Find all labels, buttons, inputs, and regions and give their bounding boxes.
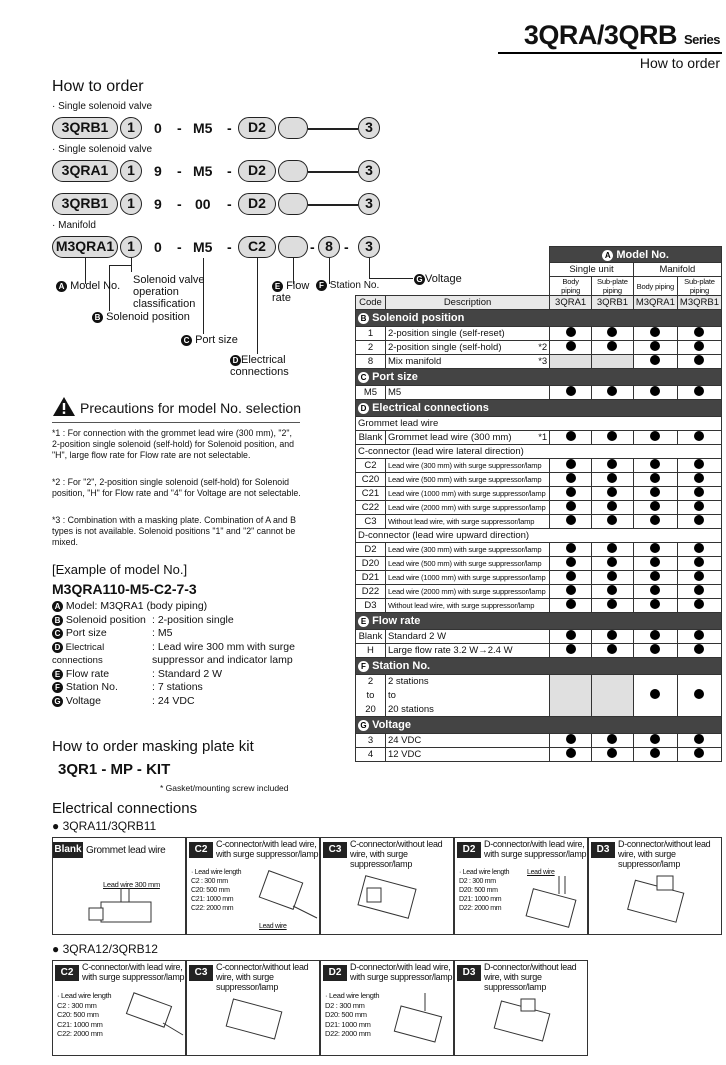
spec-table [355,246,722,762]
ec-code: D2 [457,842,481,858]
connector-line [308,128,358,130]
example-row: D Electrical connections : Lead wire 300 mm with surge suppressor and indicator lamp [52,640,295,666]
header-rule [498,52,722,54]
code-electrical: C2 [238,236,276,258]
precaution-note-3: *3 : Combination with a masking plate. Combination of A and B types is not available. Solenoid positions "1" and "2" cannot be mixed. [52,515,297,547]
table-row: D22 Lead wire (2000 mm) with surge suppressor/lamp [356,585,722,599]
example-list [52,600,302,708]
ec-box-c2 [186,837,320,935]
leader-sv [131,258,132,272]
dash: - [227,196,232,212]
section-voltage: G Voltage [356,717,722,734]
connector-line [308,204,358,206]
table-row: to to [356,689,722,703]
code-model: 3QRB1 [52,193,118,215]
code-electrical: D2 [238,160,276,182]
table-row: C20 Lead wire (500 mm) with surge suppressor/lamp [356,473,722,487]
table-row: C2 Lead wire (300 mm) with surge suppressor/lamp [356,459,722,473]
ec2-box-c2 [52,960,186,1056]
valve-icon [519,876,585,932]
ec2-box-d2 [320,960,454,1056]
code-port: M5 [193,120,213,136]
code-solenoid: 1 [120,117,142,139]
code-op: 0 [154,239,162,255]
cconn-label: C-connector (lead wire lateral direction) [356,445,722,459]
table-row: H Large flow rate 3.2 W→2.4 W [356,644,722,658]
group2-label: ● 3QRA12/3QRB12 [52,942,158,956]
example-row: F Station No. : 7 stations [52,681,302,695]
description-header: Description [385,296,549,310]
code-solenoid: 1 [120,236,142,258]
page-title: 3QRA/3QRB Series [523,20,720,50]
callout-solenoid-position: B Solenoid position [92,311,190,323]
valve-icon [217,993,297,1049]
manifold-label: · Manifold [52,220,96,231]
dash: - [227,120,232,136]
table-row: C22 Lead wire (2000 mm) with surge suppressor/lamp [356,501,722,515]
ec-desc: D-connector/without lead wire, with surge suppressor/lamp [618,839,711,869]
precaution-note-1: *1 : For connection with the grommet lead wire (300 mm), "2", 2-position single solenoid (self-hold) for Solenoid position, and "H", large flow rate for Flow rate are not selectable. [52,428,295,460]
example-model: M3QRA110-M5-C2-7-3 [52,581,197,597]
dash: - [310,239,315,255]
table-row: D20 Lead wire (500 mm) with surge suppressor/lamp [356,557,722,571]
example-row: A Model: M3QRA1 (body piping) [52,600,302,614]
single-unit-header: Single unit [550,263,634,277]
ec-desc: C-connector/without lead wire, with surge suppressor/lamp [216,962,309,992]
dash: - [177,196,182,212]
table-row: 4 12 VDC [356,748,722,762]
callout-electrical: D Electrical connections [230,354,289,378]
subplate-piping: Sub-plate piping [677,277,721,296]
code-flow [278,117,308,139]
precautions-rule [52,422,300,423]
code-flow [278,193,308,215]
code-solenoid: 1 [120,160,142,182]
dconn-label: D-connector (lead wire upward direction) [356,529,722,543]
precautions-title: Precautions for model No. selection [80,400,301,416]
ec-lengths: · Lead wire length C2 : 300 mm C20: 500 mm C21: 1000 mm C22: 2000 mm [57,991,112,1038]
dash: - [344,239,349,255]
code-station: 8 [318,236,340,258]
callout-station: F Station No. [316,280,379,292]
ec-box-d3 [588,837,722,935]
subplate-piping: Sub-plate piping [592,277,634,296]
example-row: B Solenoid position : 2-position single [52,614,302,628]
ec-code: C2 [189,842,213,858]
ec-code: D3 [457,965,481,981]
ec-desc: C-connector/with lead wire, with surge suppressor/lamp [216,839,319,859]
code-port: 00 [195,196,211,212]
model-col: 3QRB1 [592,296,634,310]
ec-desc: C-connector/with lead wire, with surge suppressor/lamp [82,962,185,982]
ec-desc: Grommet lead wire [86,845,166,856]
example-row: E Flow rate : Standard 2 W [52,668,302,682]
ec-desc: D-connector/with lead wire, with surge suppressor/lamp [350,962,453,982]
ec-leadwire: Lead wire 300 mm [103,880,160,889]
table-row: D21 Lead wire (1000 mm) with surge suppressor/lamp [356,571,722,585]
code-flow [278,236,308,258]
code-op: 9 [154,163,162,179]
series-label: Series [683,32,720,47]
table-row: 2 2 stations [356,675,722,689]
section-solenoid: B Solenoid position [356,310,722,327]
section-electrical: D Electrical connections [356,400,722,417]
table-row: Blank Standard 2 W [356,630,722,644]
ec2-box-c3 [186,960,320,1056]
dash: - [227,163,232,179]
ec-code: Blank [53,842,83,858]
table-row: C21 Lead wire (1000 mm) with surge suppressor/lamp [356,487,722,501]
example-title: [Example of model No.] [52,562,188,577]
table-row: Blank Grommet lead wire (300 mm) *1 [356,431,722,445]
model-col: 3QRA1 [550,296,592,310]
valve-icon [617,870,697,930]
body-piping: Body piping [550,277,592,296]
masking-code: 3QR1 - MP - KIT [58,761,171,778]
connector-line [308,171,358,173]
model-col: M3QRA1 [633,296,677,310]
dash: - [227,239,232,255]
valve-icon [349,872,429,928]
electrical-title: Electrical connections [52,800,198,817]
valve-icon [81,888,171,930]
table-row: 20 20 stations [356,703,722,717]
valve-icon [115,989,185,1049]
leader-elec [257,258,258,354]
table-row: D2 Lead wire (300 mm) with surge suppressor/lamp [356,543,722,557]
table-row: 8 Mix manifold *3 [356,355,722,369]
ec-code: D2 [323,965,347,981]
manifold-header: Manifold [633,263,721,277]
ec-desc: D-connector/with lead wire, with surge suppressor/lamp [484,839,587,859]
code-model: 3QRB1 [52,117,118,139]
section-station: F Station No. [356,658,722,675]
code-electrical: D2 [238,193,276,215]
example-row: C Port size : M5 [52,627,302,641]
ec-code: C2 [55,965,79,981]
single-solenoid-label-2: · Single solenoid valve [52,144,153,155]
table-row: 2 2-position single (self-hold) *2 [356,341,722,355]
valve-icon [389,993,451,1049]
table-row: C3 Without lead wire, with surge suppressor/lamp [356,515,722,529]
grommet-label: Grommet lead wire [356,417,722,431]
table-row: 1 2-position single (self-reset) [356,327,722,341]
leader-sp-h [109,265,131,266]
ec-box-d2 [454,837,588,935]
ec-box-blank [52,837,186,935]
code-electrical: D2 [238,117,276,139]
ec-lengths: · Lead wire length D2 : 300 mm D20: 500 mm D21: 1000 mm D22: 2000 mm [325,991,380,1038]
code-op: 9 [154,196,162,212]
code-voltage: 3 [358,193,380,215]
ec-box-c3 [320,837,454,935]
callout-solenoid-valve: Solenoid valve operation classification [133,274,205,310]
ec-desc: C-connector/without lead wire, with surge suppressor/lamp [350,839,443,869]
group1-label: ● 3QRA11/3QRB11 [52,819,157,833]
ec2-box-d3 [454,960,588,1056]
how-to-order-title: How to order [52,78,144,95]
masking-title: How to order masking plate kit [52,738,254,755]
dash: - [177,239,182,255]
code-voltage: 3 [358,160,380,182]
code-flow [278,160,308,182]
ec-lengths: · Lead wire length C2 : 300 mm C20: 500 mm C21: 1000 mm C22: 2000 mm [191,869,242,912]
dash: - [177,120,182,136]
code-port: M5 [193,239,213,255]
callout-voltage: G Voltage [414,273,462,285]
ec-code: C3 [189,965,213,981]
code-model: 3QRA1 [52,160,118,182]
model-no-header: A Model No. [550,247,722,263]
valve-icon [485,993,565,1049]
body-piping: Body piping [633,277,677,296]
precaution-note-2: *2 : For "2", 2-position single solenoid (self-hold) for Solenoid position, "H" for Flow rate and "4" for Voltage are not selectable. [52,477,301,498]
ec-desc: D-connector/without lead wire, with surge suppressor/lamp [484,962,577,992]
code-voltage: 3 [358,117,380,139]
callout-port-size: C Port size [181,334,238,346]
model-col: M3QRB1 [677,296,721,310]
example-row: G Voltage : 24 VDC [52,695,302,709]
table-row: 3 24 VDC [356,734,722,748]
table-row: M5 M5 [356,386,722,400]
masking-note: * Gasket/mounting screw included [160,783,289,793]
code-port: M5 [193,163,213,179]
code-header: Code [356,296,386,310]
header-subtitle: How to order [639,55,720,71]
ec-lengths: · Lead wire length D2 : 300 mm D20: 500 mm D21: 1000 mm D22: 2000 mm [459,869,510,912]
table-row: D3 Without lead wire, with surge suppressor/lamp [356,599,722,613]
dash: - [177,163,182,179]
section-flow: E Flow rate [356,613,722,630]
ec-code: D3 [591,842,615,858]
ec-leadwire: Lead wire [259,923,287,930]
single-solenoid-label: · Single solenoid valve [52,101,153,112]
code-solenoid: 1 [120,193,142,215]
section-port: C Port size [356,369,722,386]
code-voltage: 3 [358,236,380,258]
valve-icon [249,866,319,926]
code-op: 0 [154,120,162,136]
callout-model: A Model No. [56,280,120,292]
ec-leadwire: Lead wire [527,869,555,876]
callout-flow: E Flow rate [272,280,310,304]
warning-icon [52,396,76,422]
code-model: M3QRA1 [52,236,118,258]
ec-code: C3 [323,842,347,858]
